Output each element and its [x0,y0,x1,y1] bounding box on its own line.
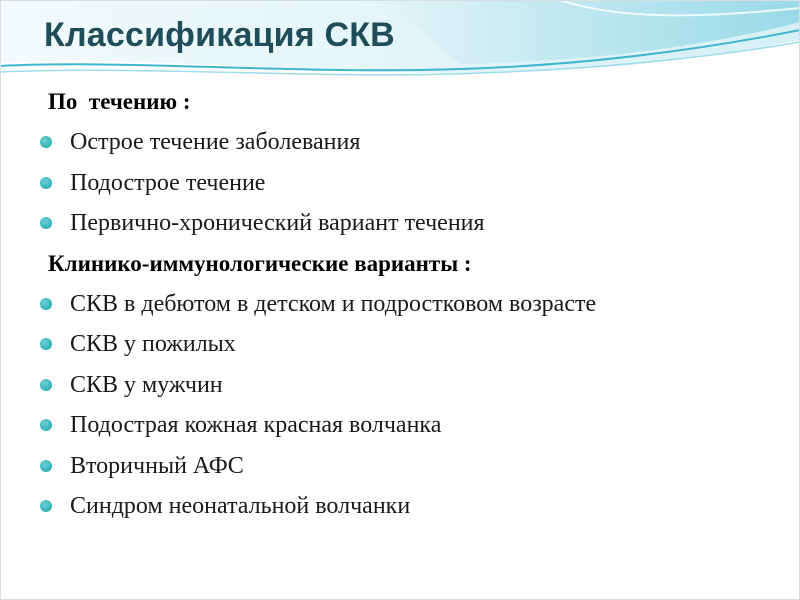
bullet-dot-icon [40,177,52,189]
list-item-text: Подострое течение [70,169,266,196]
list-item [40,324,780,365]
section-heading-course: По течению : [48,89,191,114]
list-item-text: Подострая кожная красная волчанка [70,412,442,438]
list-item [40,486,780,527]
page-title: Классификация СКВ [44,16,395,54]
list-item-text: Вторичный АФС [70,452,244,479]
section-heading-clinical-immunological: Клинико-иммунологические варианты : [48,250,472,276]
bullet-dot-icon [40,379,52,391]
list-item-text: Первично-хронический вариант течения [70,210,485,236]
bullet-dot-icon [40,460,52,472]
list-item-text: СКВ у пожилых [70,331,236,357]
bullet-dot-icon [40,136,52,148]
list-item [40,365,780,406]
list-item [40,446,780,487]
bullet-dot-icon [40,419,52,431]
bullet-list-course [40,122,780,244]
content-area [40,82,780,527]
section-course [40,82,780,244]
list-item-text: Острое течение заболевания [70,129,361,155]
list-item [40,122,780,163]
list-item [40,203,780,244]
bullet-dot-icon [40,298,52,310]
bullet-dot-icon [40,217,52,229]
list-item-text: СКВ в дебютом в детском и подростковом возрасте [70,290,597,317]
list-item-text: СКВ у мужчин [70,371,223,398]
list-item-text: Синдром неонатальной волчанки [70,493,411,519]
bullet-dot-icon [40,338,52,350]
list-item [40,163,780,204]
list-item [40,284,780,325]
list-item [40,405,780,446]
bullet-list-clinical-immunological [40,284,780,527]
bullet-dot-icon [40,500,52,512]
section-clinical-immunological [40,244,780,527]
